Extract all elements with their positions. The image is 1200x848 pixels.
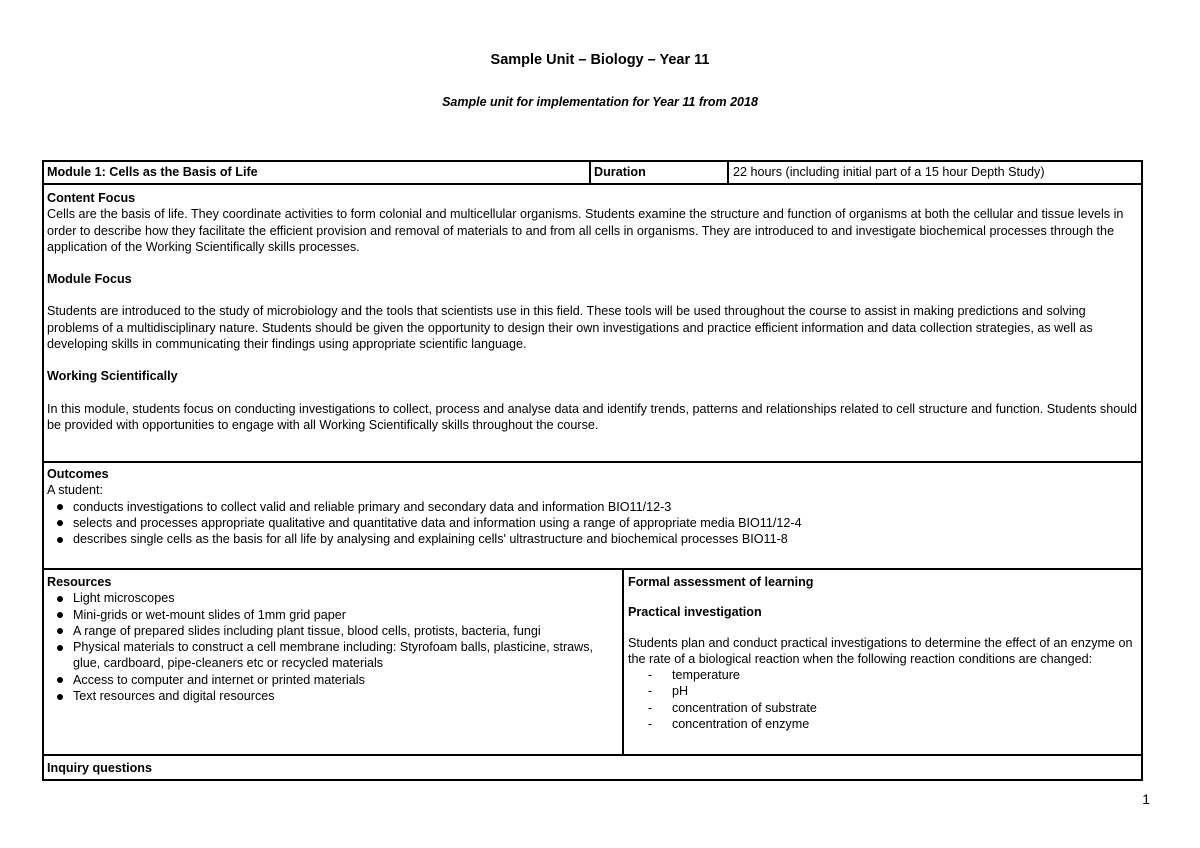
module-focus-text: Students are introduced to the study of microbiology and the tools that scientists use in this field. These tools will be used throughout the course to assist in making predictions and solving problems of a multidisciplinary nature. Students should be given the opportunity to design their own investigations and practice efficient information and data collection strategies, as well as developing skills in communicating their findings using appropriate scientific language. bbox=[47, 304, 1093, 352]
assessment-text: Students plan and conduct practical investigations to determine the effect of an enzyme on the rate of a biological reaction when the following reaction conditions are changed: bbox=[628, 635, 1133, 666]
working-scientifically-text: In this module, students focus on conducting investigations to collect, process and analyse data and identify trends, patterns and relationships related to cell structure and function. Students should be provided with opportunities to engage with all Working Scientifically skills throughout the course. bbox=[47, 401, 1138, 432]
list-item: describes single cells as the basis for all life by analysing and explaining cells' ultrastructure and biochemical processes BIO11-8 bbox=[47, 531, 1139, 547]
resources-heading: Resources bbox=[47, 575, 112, 589]
duration-label: Duration bbox=[594, 165, 646, 179]
resources-list bbox=[47, 590, 619, 704]
list-item: conducts investigations to collect valid and reliable primary and secondary data and information BIO11/12-3 bbox=[47, 499, 1139, 515]
table-divider bbox=[42, 461, 1143, 463]
working-scientifically-heading: Working Scientifically bbox=[47, 369, 178, 384]
table-divider bbox=[42, 568, 1143, 570]
module-focus-heading: Module Focus bbox=[47, 272, 132, 287]
outcomes-section bbox=[47, 466, 1139, 547]
list-item: A range of prepared slides including plant tissue, blood cells, protists, bacteria, fungi bbox=[47, 623, 619, 639]
resources-section bbox=[47, 574, 619, 704]
list-item: - concentration of enzyme bbox=[628, 716, 1136, 732]
page-number: 1 bbox=[1142, 791, 1150, 807]
table-divider bbox=[42, 183, 1143, 185]
content-focus-text: Cells are the basis of life. They coordinate activities to form colonial and multicellular organisms. Students examine the structure and function of organisms at both the cellular and tissue levels in order to describe how they facilitate the efficient provision and removal of materials to and from all cells in organisms. They are introduced to and investigate biochemical processes through the application of the Working Scientifically skills processes. bbox=[47, 207, 1124, 254]
outcomes-heading: Outcomes bbox=[47, 467, 109, 481]
list-item: Light microscopes bbox=[47, 590, 619, 606]
list-item: Access to computer and internet or printed materials bbox=[47, 672, 619, 688]
list-item: - pH bbox=[628, 683, 1136, 699]
table-divider bbox=[727, 160, 729, 185]
table-divider bbox=[622, 568, 624, 756]
duration-value: 22 hours (including initial part of a 15 hour Depth Study) bbox=[733, 165, 1045, 179]
list-item: Mini-grids or wet-mount slides of 1mm grid paper bbox=[47, 607, 619, 623]
table-divider bbox=[42, 754, 1143, 756]
outcomes-list bbox=[47, 499, 1139, 548]
inquiry-questions-heading: Inquiry questions bbox=[47, 761, 152, 775]
focus-section bbox=[47, 190, 1139, 433]
document-subtitle: Sample unit for implementation for Year 11 from 2018 bbox=[442, 95, 758, 109]
document-title: Sample Unit – Biology – Year 11 bbox=[490, 52, 710, 68]
outcomes-intro: A student: bbox=[47, 483, 104, 498]
assessment-heading: Formal assessment of learning bbox=[628, 575, 814, 589]
list-item: - temperature bbox=[628, 667, 1136, 683]
content-focus-heading: Content Focus bbox=[47, 191, 136, 205]
practical-investigation-heading: Practical investigation bbox=[628, 605, 762, 620]
table-divider bbox=[589, 160, 591, 185]
module-title: Module 1: Cells as the Basis of Life bbox=[47, 165, 258, 179]
list-item: Physical materials to construct a cell membrane including: Styrofoam balls, plasticine, straws, glue, cardboard, pipe-cleaners etc or recycled materials bbox=[47, 639, 619, 672]
list-item: - concentration of substrate bbox=[628, 700, 1136, 716]
list-item: Text resources and digital resources bbox=[47, 688, 619, 704]
list-item: selects and processes appropriate qualitative and quantitative data and information using a range of appropriate media BIO11/12-4 bbox=[47, 515, 1139, 531]
conditions-list bbox=[628, 667, 1136, 732]
assessment-section bbox=[628, 574, 1136, 732]
